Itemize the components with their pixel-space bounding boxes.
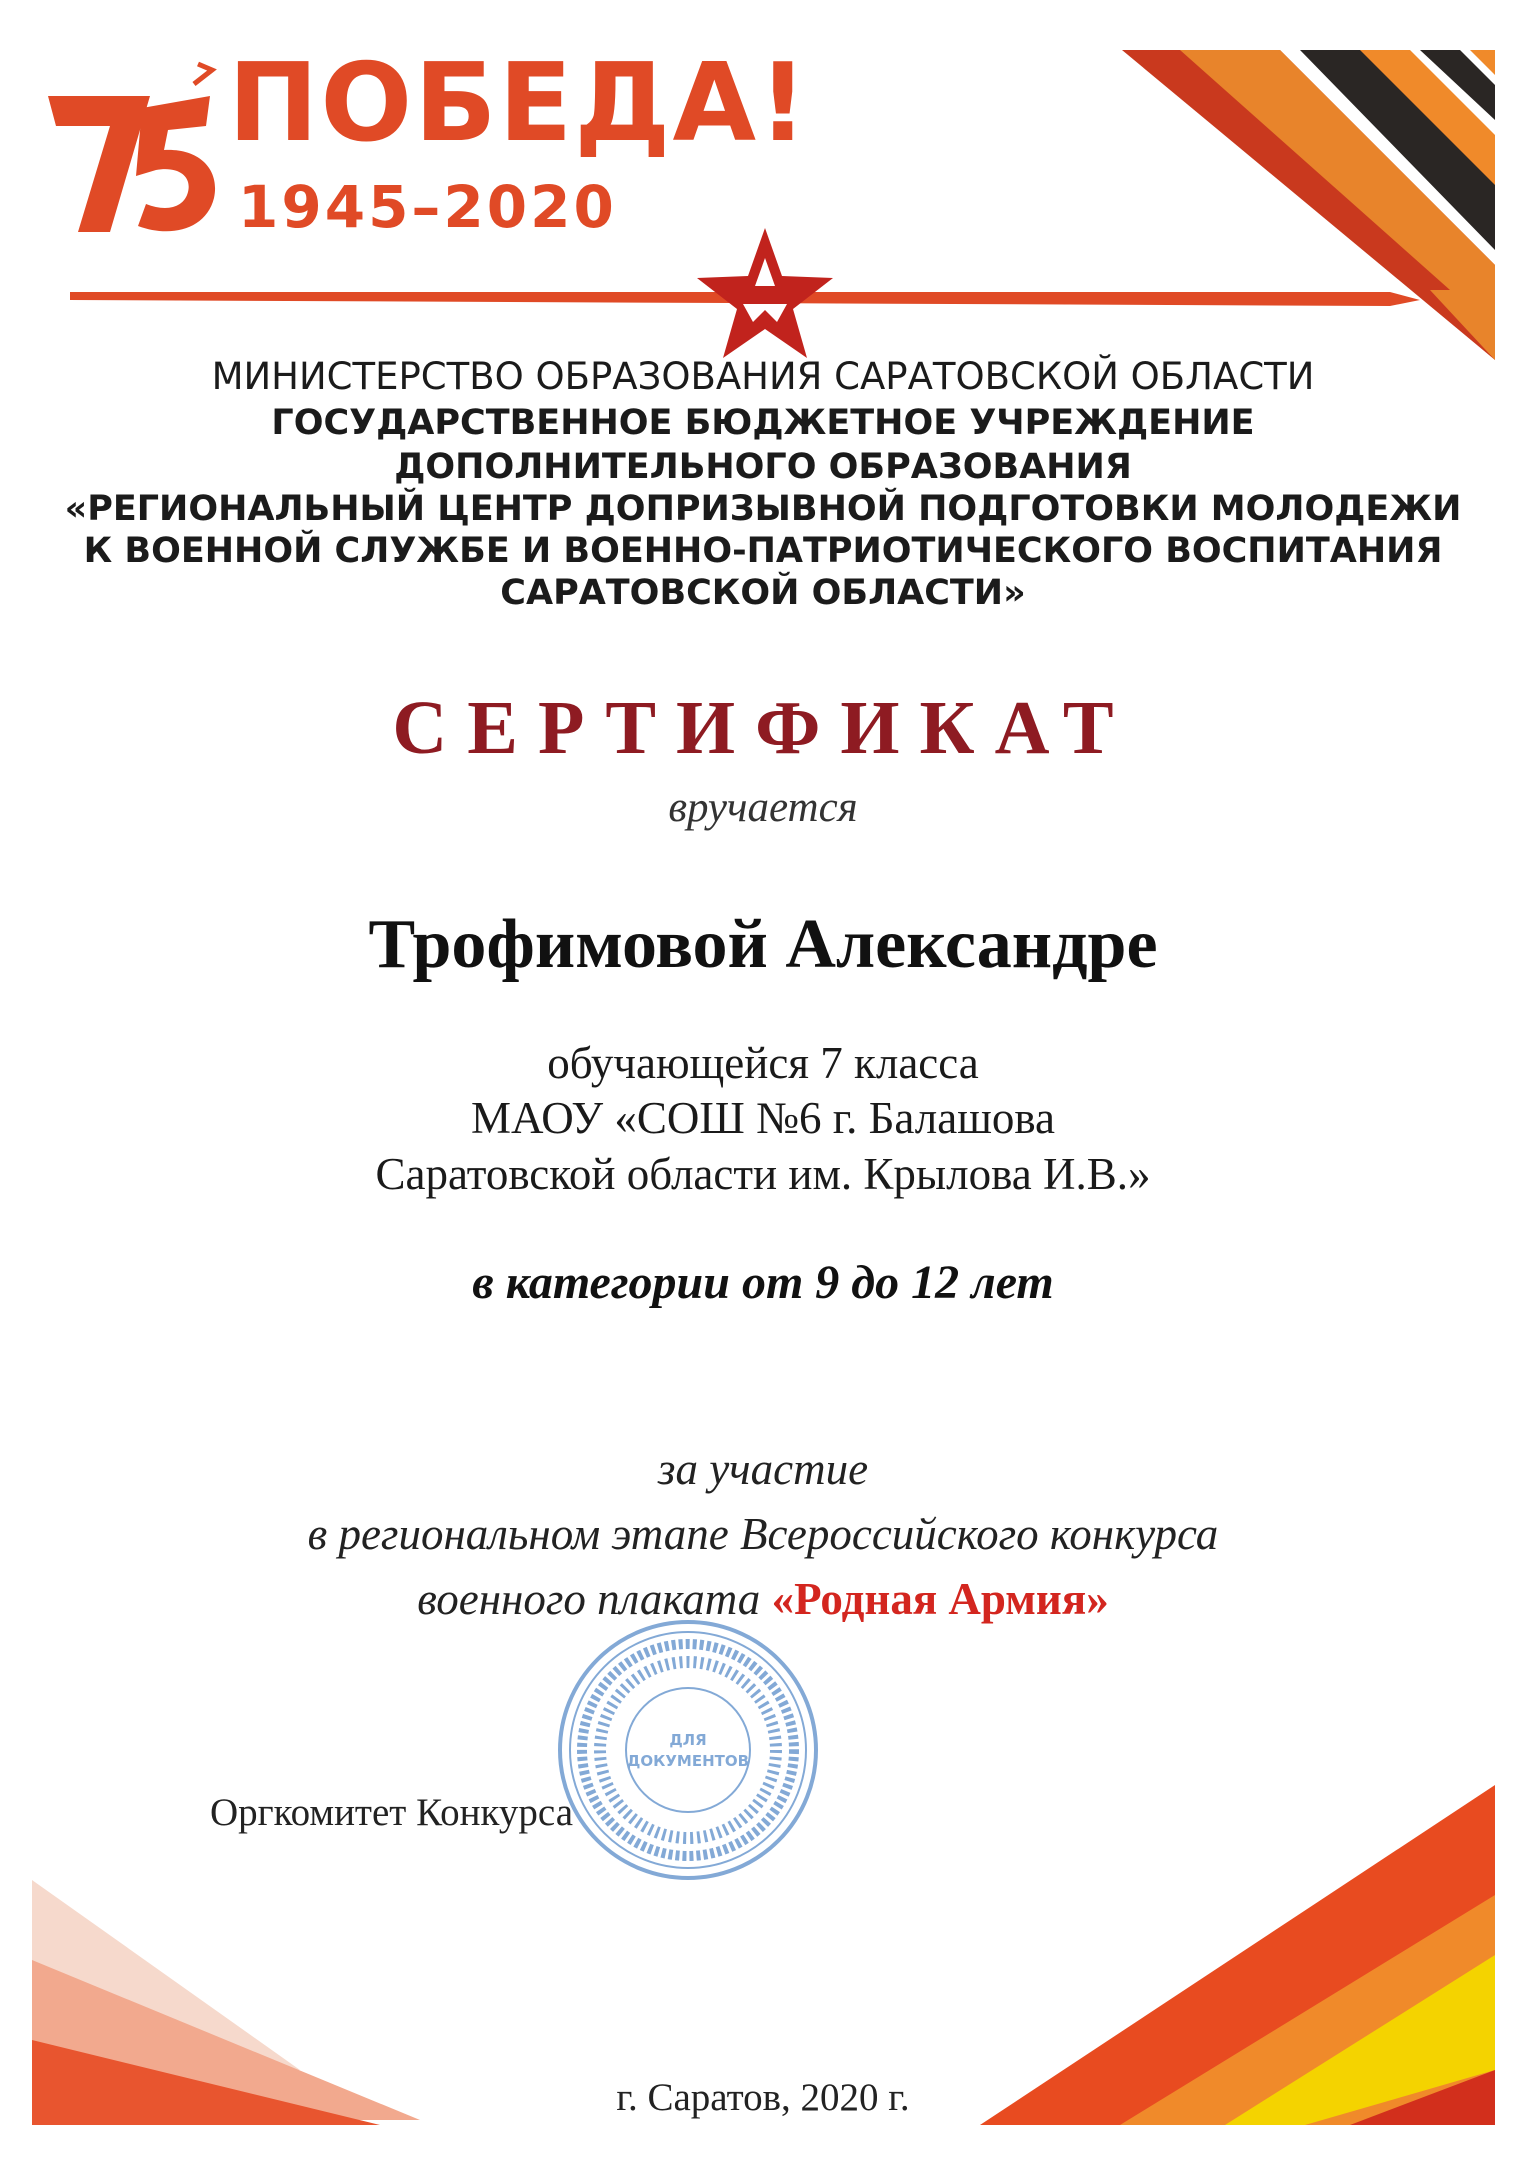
award-line-1: за участие [657, 1444, 869, 1494]
ministry-title: МИНИСТЕРСТВО ОБРАЗОВАНИЯ САРАТОВСКОЙ ОБЛАСТИ [211, 355, 1315, 398]
student-grade: обучающейся 7 класса [547, 1038, 979, 1088]
certificate-title: СЕРТИФИКАТ [392, 686, 1134, 770]
stamp-center-bottom: ДОКУМЕНТОВ [626, 1752, 750, 1770]
org-line-1: ГОСУДАРСТВЕННОЕ БЮДЖЕТНОЕ УЧРЕЖДЕНИЕ [271, 403, 1255, 443]
stamp-center-top: ДЛЯ [669, 1731, 707, 1749]
logo-pobeda-text: ПОБЕДА! [228, 41, 810, 166]
award-line-3-text: военного плаката [417, 1574, 761, 1624]
organizing-committee: Оргкомитет Конкурса [210, 1791, 574, 1834]
victory-75-icon [48, 64, 215, 232]
army-star-icon [697, 228, 833, 358]
official-stamp [548, 1610, 828, 1890]
age-category: в категории от 9 до 12 лет [472, 1256, 1054, 1309]
student-school: МАОУ «СОШ №6 г. Балашова [471, 1093, 1055, 1143]
recipient-name: Трофимовой Александре [368, 906, 1158, 983]
award-line-2: в региональном этапе Всероссийского конкурса [307, 1509, 1219, 1559]
student-school-region: Саратовской области им. Крылова И.В.» [375, 1149, 1151, 1199]
place-date: г. Саратов, 2020 г. [616, 2076, 910, 2119]
org-line-3: «РЕГИОНАЛЬНЫЙ ЦЕНТР ДОПРИЗЫВНОЙ ПОДГОТОВКИ МОЛОДЕЖИ [64, 489, 1462, 529]
logo-years-text: 1945–2020 [238, 173, 617, 241]
org-line-4: К ВОЕННОЙ СЛУЖБЕ И ВОЕННО-ПАТРИОТИЧЕСКОГО ВОСПИТАНИЯ [83, 531, 1443, 571]
contest-name: «Родная Армия» [771, 1574, 1109, 1624]
org-line-2: ДОПОЛНИТЕЛЬНОГО ОБРАЗОВАНИЯ [394, 447, 1132, 487]
certificate-presented: вручается [668, 784, 858, 831]
bottom-right-corner [980, 1785, 1495, 2125]
org-line-5: САРАТОВСКОЙ ОБЛАСТИ» [500, 573, 1026, 613]
st-george-ribbon [1122, 50, 1495, 360]
